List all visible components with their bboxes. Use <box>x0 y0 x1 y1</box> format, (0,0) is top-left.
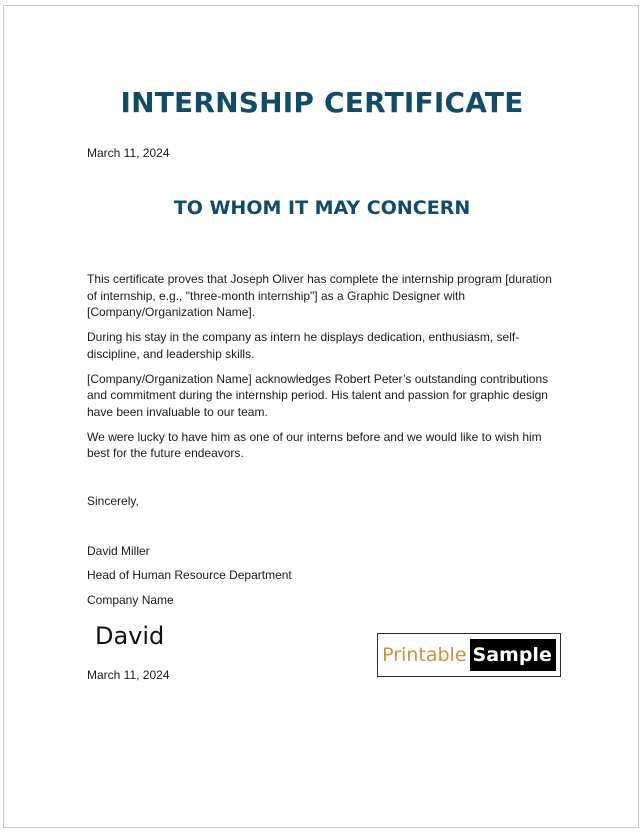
body-paragraph: We were lucky to have him as one of our interns before and we would like to wish him best for the future endeavors. <box>87 429 542 460</box>
signature: David <box>95 622 165 650</box>
salutation-heading: TO WHOM IT MAY CONCERN <box>173 197 471 219</box>
printable-sample-logo <box>377 633 561 677</box>
issue-date: March 11, 2024 <box>87 146 170 160</box>
body-paragraph: During his stay in the company as intern he displays dedication, enthusiasm, self-discipline, and leadership skills. <box>87 330 520 361</box>
logo-printable-text: Printable <box>382 644 467 666</box>
signer-name: David Miller <box>87 544 150 558</box>
logo-sample-text: Sample <box>470 639 556 671</box>
certificate-title: INTERNSHIP CERTIFICATE <box>120 86 524 119</box>
body-paragraph: [Company/Organization Name] acknowledges Robert Peter’s outstanding contributions and commitment during the internship period. His talent and passion for graphic design have been invaluable to our team. <box>87 371 549 419</box>
signature-date: March 11, 2024 <box>87 668 170 682</box>
body-paragraph: This certificate proves that Joseph Oliver has complete the internship program [duration of internship, e.g., "three-month internship"] as a Graphic Designer with [Company/Organization Name]. <box>87 272 552 319</box>
certificate-body <box>87 271 559 470</box>
company-name: Company Name <box>87 593 174 607</box>
signer-title: Head of Human Resource Department <box>87 568 292 582</box>
closing-text: Sincerely, <box>87 494 139 508</box>
